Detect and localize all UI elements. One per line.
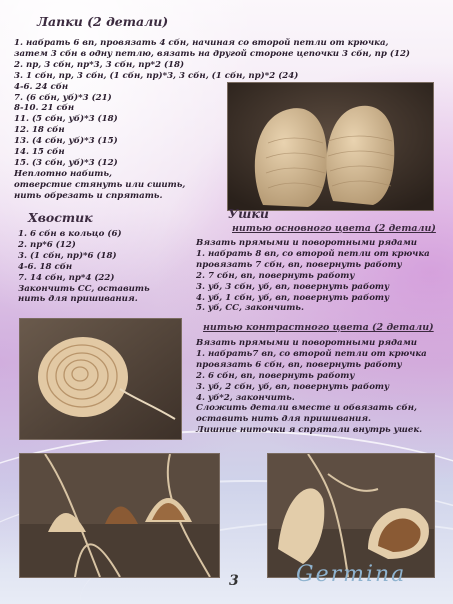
instruction-line: Вязать прямыми и поворотными рядами xyxy=(196,338,417,348)
instruction-line: 4. уб*2, закончить. xyxy=(196,392,295,403)
tail-title: Хвостик xyxy=(28,210,93,225)
instruction-line: 1. набрать7 вп, со второй петли от крючка xyxy=(196,348,427,359)
instruction-line: 5. уб, СС, закончить. xyxy=(196,303,304,314)
instruction-line: 2. 6 сбн, вп, повернуть работу xyxy=(196,370,355,381)
instruction-line: 14. 15 сбн xyxy=(14,147,65,158)
instruction-line: 1. 6 сбн в кольцо (6) xyxy=(18,229,122,239)
instruction-line: 2. 7 сбн, вп, повернуть работу xyxy=(196,270,355,281)
ears-title: Ушки xyxy=(228,206,269,221)
instruction-line: 3. 1 сбн, пр, 3 сбн, (1 сбн, пр)*3, 3 сбн, (1 сбн, пр)*2 (24) xyxy=(14,70,299,81)
instruction-line: 15. (3 сбн, уб)*3 (12) xyxy=(14,157,118,168)
instruction-line: оставить нить для пришивания. xyxy=(196,414,372,425)
ears-pieces-photo xyxy=(19,453,220,578)
instruction-line: Вязать прямыми и поворотными рядами xyxy=(196,238,417,248)
instruction-line: нить обрезать и спрятать. xyxy=(14,190,163,201)
instruction-line: 1. набрать 6 вп, провязать 4 сбн, начиная со второй петли от крючка, xyxy=(14,38,389,48)
instruction-line: провязать 6 сбн, вп, повернуть работу xyxy=(196,359,402,370)
instruction-line: 4-6. 18 сбн xyxy=(18,261,73,272)
instruction-line: отверстие стянуть или сшить, xyxy=(14,179,186,190)
paws-photo xyxy=(227,82,434,211)
instruction-line: Лишние ниточки я спрятали внутрь ушек. xyxy=(196,425,423,436)
instruction-line: Сложить детали вместе и обвязать сбн, xyxy=(196,403,417,414)
ears-finished-photo xyxy=(267,453,435,578)
signature: Germina xyxy=(296,562,407,587)
page-number: 3 xyxy=(229,573,239,589)
ears-contrast-instructions xyxy=(196,338,427,436)
paws-title: Лапки (2 детали) xyxy=(37,14,169,29)
instruction-line: 4. уб, 1 сбн, уб, вп, повернуть работу xyxy=(196,292,390,303)
ears-contrast-subtitle: нитью контрастного цвета (2 детали) xyxy=(203,322,434,333)
instruction-line: затем 3 сбн в одну петлю, вязать на другой стороне цепочки 3 сбн, пр (12) xyxy=(14,48,410,59)
instruction-line: 13. (4 сбн, уб)*3 (15) xyxy=(14,136,118,147)
instruction-line: 8-10. 21 сбн xyxy=(14,103,75,114)
instruction-line: 4-6. 24 сбн xyxy=(14,81,69,92)
instruction-line: 7. 14 сбн, пр*4 (22) xyxy=(18,272,115,283)
instruction-line: 2. пр*6 (12) xyxy=(18,239,76,250)
ears-main-instructions xyxy=(196,238,430,314)
instruction-line: 2. пр, 3 сбн, пр*3, 3 сбн, пр*2 (18) xyxy=(14,59,185,70)
instruction-line: Закончить СС, оставить xyxy=(18,283,150,294)
instruction-line: 7. (6 сбн, уб)*3 (21) xyxy=(14,92,112,103)
ears-main-subtitle: нитью основного цвета (2 детали) xyxy=(232,223,436,234)
instruction-line: 3. уб, 2 сбн, уб, вп, повернуть работу xyxy=(196,381,390,392)
instruction-line: провязать 7 сбн, вп, повернуть работу xyxy=(196,259,402,270)
instruction-line: 3. (1 сбн, пр)*6 (18) xyxy=(18,250,117,261)
tail-instructions xyxy=(18,229,150,305)
instruction-line: 3. уб, 3 сбн, уб, вп, повернуть работу xyxy=(196,281,390,292)
instruction-line: Неплотно набить, xyxy=(14,168,112,179)
instruction-line: 1. набрать 8 вп, со второй петли от крючка xyxy=(196,248,430,259)
instruction-line: 12. 18 сбн xyxy=(14,125,65,136)
tail-photo xyxy=(19,318,182,440)
instruction-line: 11. (5 сбн, уб)*3 (18) xyxy=(14,114,118,125)
instruction-line: нить для пришивания. xyxy=(18,294,138,305)
